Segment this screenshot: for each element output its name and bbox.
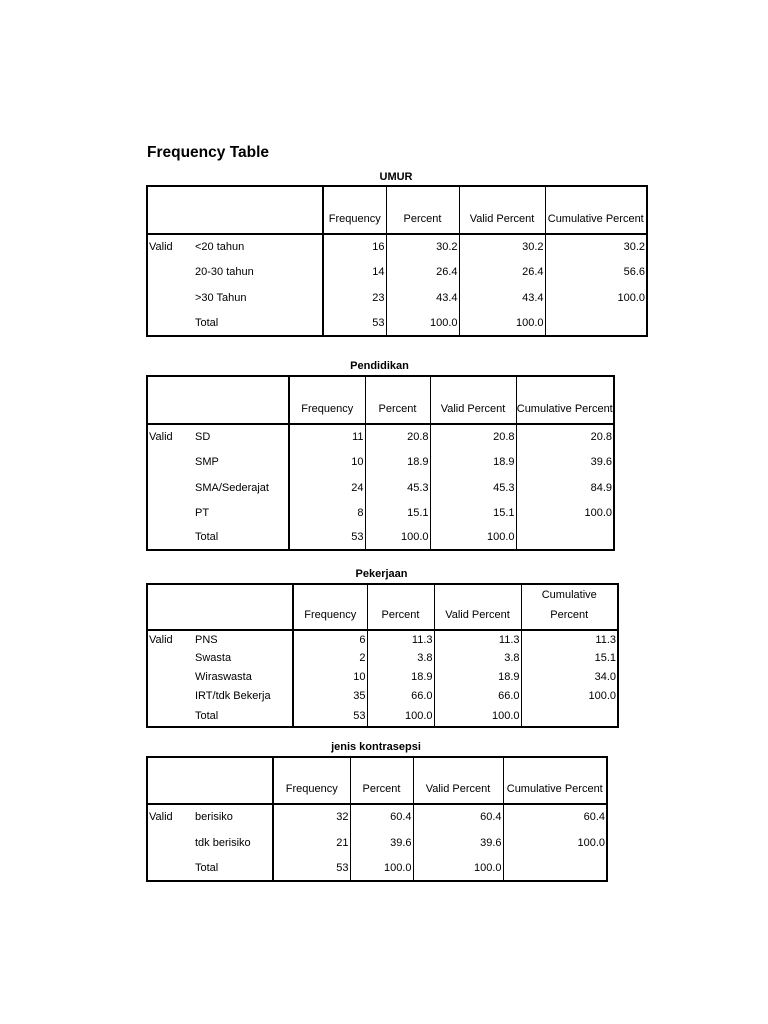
percent-cell: 66.0: [367, 687, 434, 706]
frequency-table: [146, 583, 619, 728]
row-label: tdk berisiko: [195, 830, 273, 856]
table-row: [147, 501, 614, 526]
frequency-cell: 24: [289, 475, 365, 501]
frequency-cell: 2: [293, 649, 367, 668]
table-row: [147, 649, 618, 668]
cumulative-percent-cell: 20.8: [590, 430, 612, 443]
group-label: [147, 668, 195, 687]
frequency-cell: 16: [323, 234, 386, 259]
table-row: [147, 449, 614, 475]
frequency-cell: 21: [273, 830, 350, 856]
group-label: [147, 311, 195, 336]
table-row: [147, 424, 614, 449]
valid-percent-cell: 100.0: [434, 706, 521, 727]
frequency-cell: 23: [323, 285, 386, 311]
row-label: <20 tahun: [195, 234, 323, 259]
group-label: [147, 285, 195, 311]
frequency-cell: 10: [289, 449, 365, 475]
frequency-cell: 10: [293, 668, 367, 687]
table-row: [147, 475, 614, 501]
column-header-valid-percent: Valid Percent: [413, 757, 503, 804]
table-row: [147, 630, 618, 649]
row-label: Total: [195, 311, 323, 336]
frequency-cell: 53: [323, 311, 386, 336]
table-row: [147, 285, 647, 311]
group-label: [147, 475, 195, 501]
group-label: [147, 830, 195, 856]
table-row: [147, 706, 618, 727]
header-row: [147, 757, 607, 804]
group-label: Valid: [149, 430, 173, 443]
frequency-cell: 35: [293, 687, 367, 706]
column-header-valid-percent: Valid Percent: [430, 376, 516, 424]
percent-cell: 15.1: [365, 501, 430, 526]
percent-cell: 3.8: [367, 649, 434, 668]
group-label: [147, 501, 195, 526]
header-row: [147, 584, 618, 630]
valid-percent-cell: 30.2: [459, 234, 545, 259]
frequency-cell: 53: [289, 526, 365, 550]
percent-cell: 60.4: [350, 804, 413, 830]
percent-cell: 39.6: [350, 830, 413, 856]
table-title: Pekerjaan: [355, 568, 408, 580]
cumulative-percent-cell: 100.0: [584, 507, 612, 519]
percent-cell: 100.0: [350, 856, 413, 881]
table-row: [147, 311, 647, 336]
valid-percent-cell: 18.9: [430, 449, 516, 475]
row-label: Total: [195, 706, 293, 727]
column-header-percent: Percent: [365, 376, 430, 424]
cumulative-percent-cell: 34.0: [594, 671, 616, 683]
percent-cell: 100.0: [365, 526, 430, 550]
cumulative-percent-cell: 15.1: [594, 652, 616, 664]
group-label: [147, 649, 195, 668]
row-label: berisiko: [195, 804, 273, 830]
cumulative-percent-cell: 60.4: [583, 811, 605, 823]
table-row: [147, 259, 647, 285]
header-empty-cell: [195, 757, 273, 804]
table-row: [147, 856, 607, 881]
frequency-cell: 32: [273, 804, 350, 830]
frequency-cell: 53: [293, 706, 367, 727]
percent-cell: 45.3: [365, 475, 430, 501]
header-empty-cell: [195, 186, 323, 234]
header-empty-cell: [195, 584, 293, 630]
valid-percent-cell: 26.4: [459, 259, 545, 285]
valid-percent-cell: 45.3: [430, 475, 516, 501]
valid-percent-cell: 100.0: [430, 526, 516, 550]
header-row: [147, 376, 614, 424]
group-label: Valid: [149, 633, 173, 646]
group-label: [147, 449, 195, 475]
valid-percent-cell: 3.8: [434, 649, 521, 668]
cumulative-percent-cell: [521, 706, 618, 727]
cumulative-percent-cell: 56.6: [623, 265, 645, 278]
percent-cell: 100.0: [367, 706, 434, 727]
valid-percent-cell: 39.6: [413, 830, 503, 856]
percent-cell: 26.4: [386, 259, 459, 285]
valid-percent-cell: 11.3: [434, 630, 521, 649]
percent-cell: 18.9: [365, 449, 430, 475]
column-header-cumulative-percent: Cumulative Percent: [516, 403, 613, 415]
cumulative-percent-cell: 100.0: [588, 690, 616, 702]
row-label: >30 Tahun: [195, 285, 323, 311]
valid-percent-cell: 20.8: [430, 424, 516, 449]
row-label: SD: [195, 424, 289, 449]
percent-cell: 43.4: [386, 285, 459, 311]
valid-percent-cell: 66.0: [434, 687, 521, 706]
header-empty-cell: [147, 584, 195, 630]
table-title: UMUR: [379, 171, 413, 183]
cumulative-percent-cell: 11.3: [595, 633, 616, 646]
valid-percent-cell: 100.0: [459, 311, 545, 336]
cumulative-percent-cell: [516, 526, 614, 550]
frequency-cell: 53: [273, 856, 350, 881]
column-header-cumulative-percent: Cumulative Percent: [506, 783, 603, 795]
group-label: [147, 706, 195, 727]
group-label: [147, 259, 195, 285]
header-empty-cell: [195, 376, 289, 424]
column-header-valid-percent: Valid Percent: [434, 584, 521, 630]
percent-cell: 20.8: [365, 424, 430, 449]
table-row: [147, 234, 647, 259]
frequency-table: [146, 185, 648, 337]
percent-cell: 11.3: [367, 630, 434, 649]
column-header-percent: Percent: [350, 757, 413, 804]
page-heading: Frequency Table: [147, 144, 270, 161]
row-label: Total: [195, 526, 289, 550]
column-header-cumulative-percent: Cumulative Percent: [547, 213, 644, 225]
column-header-percent: Percent: [367, 584, 434, 630]
column-header-frequency: Frequency: [323, 186, 386, 234]
cumulative-percent-cell: 30.2: [623, 240, 645, 253]
row-label: IRT/tdk Bekerja: [195, 687, 293, 706]
valid-percent-cell: 15.1: [430, 501, 516, 526]
row-label: Wiraswasta: [195, 668, 293, 687]
valid-percent-cell: 60.4: [413, 804, 503, 830]
row-label: Total: [195, 856, 273, 881]
table-row: [147, 526, 614, 550]
column-header-frequency: Frequency: [289, 376, 365, 424]
group-label: [147, 687, 195, 706]
column-header-frequency: Frequency: [293, 584, 367, 630]
table-row: [147, 804, 607, 830]
frequency-table: [146, 756, 608, 882]
row-label: SMA/Sederajat: [195, 475, 289, 501]
valid-percent-cell: 18.9: [434, 668, 521, 687]
group-label: Valid: [149, 811, 173, 823]
frequency-cell: 6: [293, 630, 367, 649]
valid-percent-cell: 100.0: [413, 856, 503, 881]
percent-cell: 100.0: [386, 311, 459, 336]
group-label: [147, 856, 195, 881]
cumulative-percent-cell: 100.0: [617, 291, 645, 304]
group-label: [147, 526, 195, 550]
table-title: Pendidikan: [350, 360, 409, 372]
column-header-valid-percent: Valid Percent: [459, 186, 545, 234]
cumulative-percent-cell: 39.6: [590, 455, 612, 468]
row-label: SMP: [195, 449, 289, 475]
frequency-cell: 14: [323, 259, 386, 285]
column-header-frequency: Frequency: [273, 757, 350, 804]
valid-percent-cell: 43.4: [459, 285, 545, 311]
table-title: jenis kontrasepsi: [331, 741, 421, 753]
table-row: [147, 830, 607, 856]
frequency-cell: 8: [289, 501, 365, 526]
header-empty-cell: [147, 376, 195, 424]
cumulative-percent-cell: [545, 311, 647, 336]
header-empty-cell: [147, 186, 195, 234]
cumulative-percent-cell: 84.9: [590, 481, 612, 494]
row-label: 20-30 tahun: [195, 259, 323, 285]
table-row: [147, 668, 618, 687]
row-label: PT: [195, 501, 289, 526]
header-row: [147, 186, 647, 234]
row-label: PNS: [195, 630, 293, 649]
frequency-table: [146, 375, 615, 551]
frequency-cell: 11: [289, 424, 365, 449]
percent-cell: 18.9: [367, 668, 434, 687]
percent-cell: 30.2: [386, 234, 459, 259]
row-label: Swasta: [195, 649, 293, 668]
column-header-cumulative-percent: Cumulative Percent: [541, 589, 597, 621]
column-header-percent: Percent: [386, 186, 459, 234]
cumulative-percent-cell: [503, 856, 607, 881]
header-empty-cell: [147, 757, 195, 804]
group-label: Valid: [149, 240, 173, 253]
cumulative-percent-cell: 100.0: [577, 836, 605, 849]
table-row: [147, 687, 618, 706]
